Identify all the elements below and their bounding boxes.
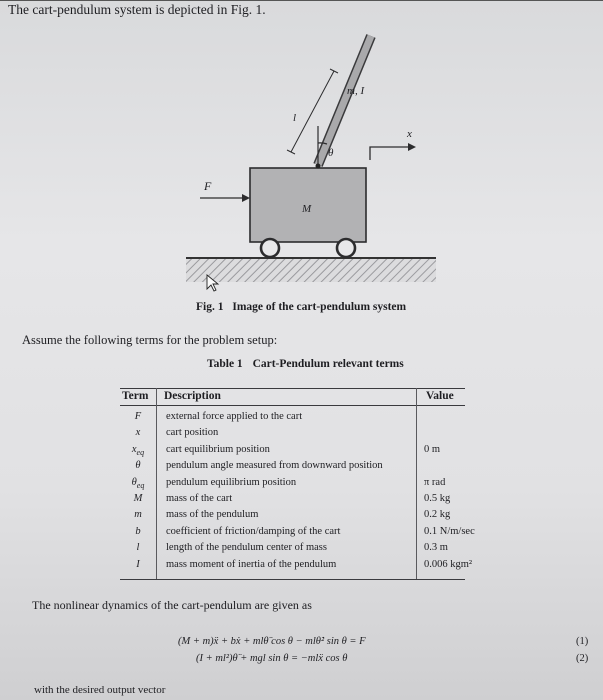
table-row-description: mass moment of inertia of the pendulum bbox=[166, 558, 337, 570]
table-row-term: $\theta_{eq}$ bbox=[131, 476, 145, 490]
table-row-term: x bbox=[135, 427, 141, 439]
table-row-value: 0.5 kg bbox=[424, 493, 451, 504]
pendulum-rod bbox=[318, 36, 371, 165]
table-caption-text: Cart-Pendulum relevant terms bbox=[252, 358, 404, 370]
table-row-term: b bbox=[135, 525, 141, 537]
header-description: Description bbox=[164, 390, 221, 402]
label-angle: θ bbox=[328, 147, 334, 159]
table-row-description: cart equilibrium position bbox=[166, 443, 270, 455]
table-row-value: 0.2 kg bbox=[424, 509, 451, 521]
figure-caption-label: Fig. 1 bbox=[196, 301, 224, 313]
table-bottom-rule bbox=[120, 579, 465, 580]
table-row-value: 0.006 kgm² bbox=[424, 558, 473, 570]
table-row-description: external force applied to the cart bbox=[166, 411, 303, 422]
table-row-value: 0.1 N/m/sec bbox=[424, 525, 475, 537]
table-row-term: F bbox=[134, 411, 142, 422]
pivot bbox=[316, 164, 321, 169]
figure-caption-text: Image of the cart-pendulum system bbox=[232, 301, 407, 313]
table-caption bbox=[207, 358, 404, 370]
table-row-description: pendulum equilibrium position bbox=[166, 476, 297, 488]
cart-pendulum-figure bbox=[0, 0, 603, 320]
equation-1: (M + m)ẍ + bẋ + mlθ̈ cos θ − mlθ̇² sin θ = F bbox=[178, 636, 366, 647]
table-row-description: cart position bbox=[166, 427, 219, 439]
table-header-rule bbox=[120, 405, 465, 406]
equation-2-number: (2) bbox=[576, 653, 589, 664]
table-row-description: pendulum angle measured from downward position bbox=[166, 460, 383, 472]
position-arrow bbox=[370, 147, 412, 160]
table-row-term: $x_{eq}$ bbox=[131, 443, 145, 457]
label-mass-inertia: m, I bbox=[347, 85, 365, 97]
table-caption-label: Table 1 bbox=[207, 358, 243, 370]
figure-caption bbox=[196, 301, 406, 313]
table-divider-value bbox=[416, 388, 417, 580]
header-value: Value bbox=[426, 390, 454, 402]
label-force: F bbox=[204, 179, 212, 193]
label-length: l bbox=[293, 112, 297, 124]
cart-wheel-left bbox=[261, 239, 279, 257]
terms-table bbox=[120, 388, 475, 583]
label-cart-mass: M bbox=[302, 203, 312, 215]
dynamics-text: The nonlinear dynamics of the cart-pendulum are given as bbox=[32, 598, 312, 612]
tail-text: with the desired output vector bbox=[34, 684, 166, 696]
intro-text: The cart-pendulum system is depicted in Fig. 1. bbox=[8, 2, 266, 17]
cart-wheel-right bbox=[337, 239, 355, 257]
table-row-description: coefficient of friction/damping of the cart bbox=[166, 525, 341, 537]
table-row-term: M bbox=[133, 493, 143, 504]
table-row-term: θ bbox=[135, 460, 141, 472]
table-row-value: 0.3 m bbox=[424, 542, 448, 554]
table-row-description: mass of the cart bbox=[166, 493, 233, 504]
equation-2: (I + ml²)θ̈ + mgl sin θ = −mlẍ cos θ bbox=[196, 653, 348, 664]
table-row-description: length of the pendulum center of mass bbox=[166, 542, 327, 554]
assume-text: Assume the following terms for the problem setup: bbox=[22, 333, 278, 347]
table-row-term: I bbox=[136, 558, 140, 570]
label-position: x bbox=[407, 128, 412, 140]
table-row-value: π rad bbox=[424, 476, 446, 488]
table-row-description: mass of the pendulum bbox=[166, 509, 259, 521]
table-row-term: m bbox=[134, 509, 142, 521]
table-divider-term bbox=[156, 388, 157, 580]
table-top-rule bbox=[120, 388, 465, 389]
table-row-term: l bbox=[136, 542, 140, 554]
ground-hatch bbox=[186, 258, 436, 282]
table-row-value: 0 m bbox=[424, 443, 441, 455]
equation-1-number: (1) bbox=[576, 636, 589, 647]
header-term: Term bbox=[122, 390, 149, 402]
